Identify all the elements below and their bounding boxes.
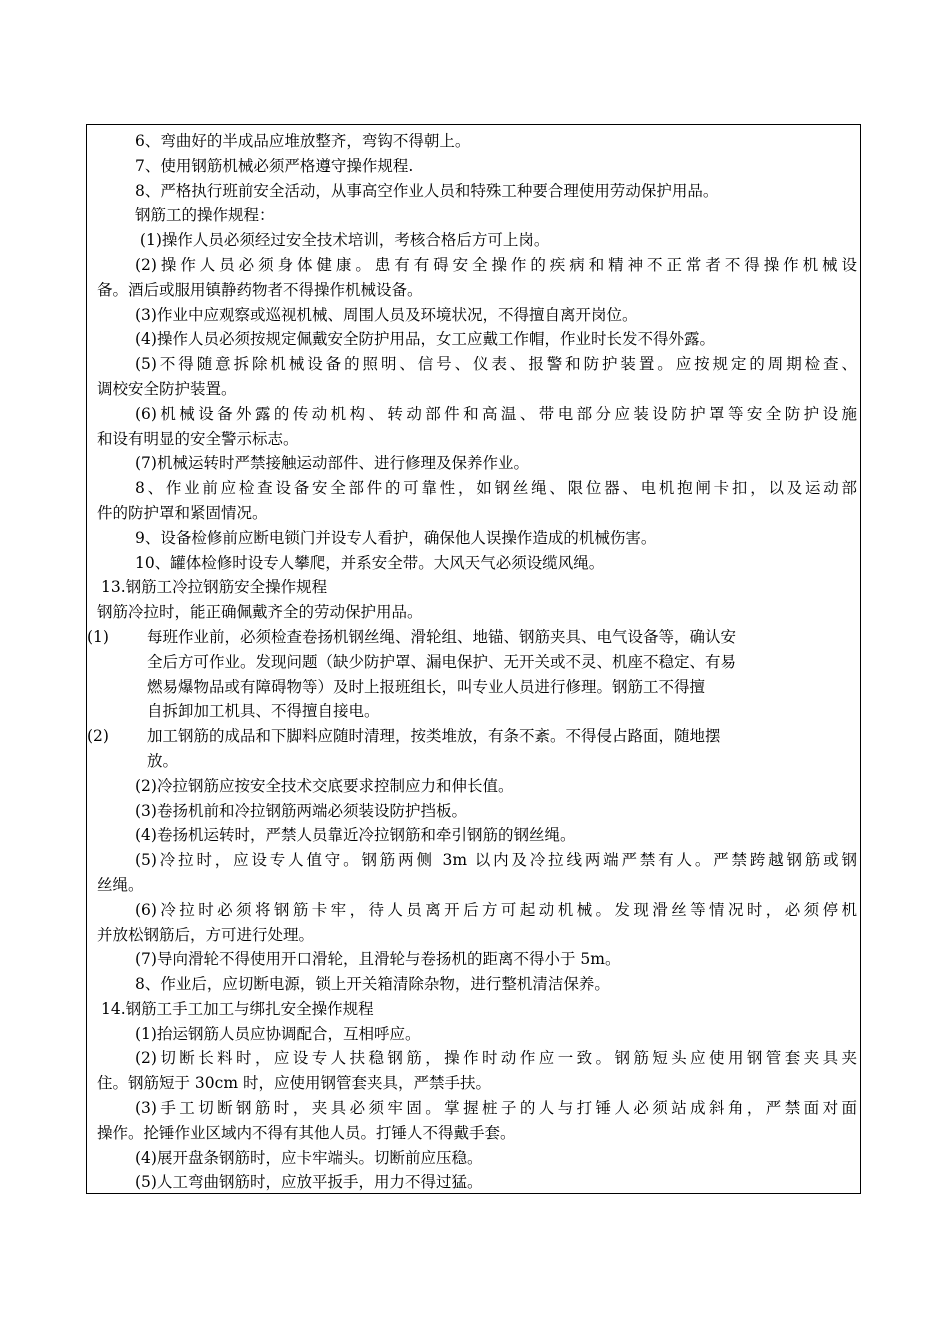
text-line: (6)冷拉时必须将钢筋卡牢，待人员离开后方可起动机械。发现滑丝等情况时，必须停机 bbox=[135, 900, 857, 919]
section-heading: 13.钢筋工冷拉钢筋安全操作规程 bbox=[101, 578, 328, 597]
text-line: 钢筋冷拉时，能正确佩戴齐全的劳动保护用品。 bbox=[97, 603, 423, 622]
list-item-text: 每班作业前，必须检查卷扬机钢丝绳、滑轮组、地锚、钢筋夹具、电气设备等，确认安 bbox=[147, 627, 737, 646]
text-line: (1)操作人员必须经过安全技术培训，考核合格后方可上岗。 bbox=[135, 231, 550, 250]
text-line: 住。钢筋短于 30cm 时，应使用钢管套夹具，严禁手扶。 bbox=[97, 1074, 491, 1093]
document-body bbox=[87, 129, 857, 1195]
list-item bbox=[87, 724, 857, 749]
text-line: (5)冷拉时，应设专人值守。钢筋两侧 3m 以内及冷拉线两端严禁有人。严禁跨越钢筋或钢 bbox=[135, 851, 857, 870]
list-item bbox=[87, 625, 857, 650]
text-line: 件的防护罩和紧固情况。 bbox=[97, 503, 268, 522]
text-line: 燃易爆物品或有障碍物等）及时上报班组长，叫专业人员进行修理。钢筋工不得擅 bbox=[147, 677, 706, 696]
text-line: 并放松钢筋后，方可进行处理。 bbox=[97, 925, 315, 944]
text-line: (4)展开盘条钢筋时，应卡牢端头。切断前应压稳。 bbox=[135, 1148, 483, 1167]
text-line: (5)人工弯曲钢筋时，应放平扳手，用力不得过猛。 bbox=[135, 1173, 483, 1192]
text-line: (4)卷扬机运转时，严禁人员靠近冷拉钢筋和牵引钢筋的钢丝绳。 bbox=[135, 826, 576, 845]
text-line: (1)抬运钢筋人员应协调配合，互相呼应。 bbox=[135, 1024, 421, 1043]
text-line: 自拆卸加工机具、不得擅自接电。 bbox=[147, 702, 380, 721]
text-line: 调校安全防护装置。 bbox=[97, 379, 237, 398]
text-line: 6、弯曲好的半成品应堆放整齐，弯钩不得朝上。 bbox=[135, 132, 471, 150]
list-marker: (1) bbox=[87, 627, 109, 646]
text-line: (5)不得随意拆除机械设备的照明、信号、仪表、报警和防护装置。应按规定的周期检查、 bbox=[135, 355, 857, 374]
text-line: (2)冷拉钢筋应按安全技术交底要求控制应力和伸长值。 bbox=[135, 776, 514, 795]
text-line: (7)机械运转时严禁接触运动部件、进行修理及保养作业。 bbox=[135, 454, 529, 473]
text-line: 9、设备检修前应断电锁门并设专人看护，确保他人误操作造成的机械伤害。 bbox=[135, 528, 657, 547]
text-line: 丝绳。 bbox=[97, 875, 144, 894]
text-line: 8、作业后，应切断电源，锁上开关箱清除杂物，进行整机清洁保养。 bbox=[135, 975, 610, 994]
text-line: (4)操作人员必须按规定佩戴安全防护用品，女工应戴工作帽，作业时长发不得外露。 bbox=[135, 330, 715, 349]
text-line: (3)卷扬机前和冷拉钢筋两端必须装设防护挡板。 bbox=[135, 801, 467, 820]
text-line: 8、作业前应检查设备安全部件的可靠性，如钢丝绳、限位器、电机抱闸卡扣，以及运动部 bbox=[135, 479, 857, 498]
text-line: (2)操作人员必须身体健康。患有有碍安全操作的疾病和精神不正常者不得操作机械设 bbox=[135, 255, 857, 274]
text-line: 8、严格执行班前安全活动，从事高空作业人员和特殊工种要合理使用劳动保护用品。 bbox=[135, 181, 719, 200]
text-line: 操作。抡锤作业区域内不得有其他人员。打锤人不得戴手套。 bbox=[97, 1123, 516, 1142]
text-line: (3)手工切断钢筋时，夹具必须牢固。掌握桩子的人与打锤人必须站成斜角，严禁面对面 bbox=[135, 1099, 857, 1118]
text-line: 放。 bbox=[147, 751, 179, 770]
list-item-text: 加工钢筋的成品和下脚料应随时清理，按类堆放，有条不紊。不得侵占路面，随地摆 bbox=[147, 727, 721, 746]
text-line: 全后方可作业。发现问题（缺少防护罩、漏电保护、无开关或不灵、机座不稳定、有易 bbox=[147, 652, 737, 671]
text-line: (3)作业中应观察或巡视机械、周围人员及环境状况，不得擅自离开岗位。 bbox=[135, 305, 638, 324]
list-marker: (2) bbox=[87, 727, 109, 746]
text-line: (6)机械设备外露的传动机构、转动部件和高温、带电部分应装设防护罩等安全防护设施 bbox=[135, 404, 857, 423]
document-frame bbox=[86, 124, 861, 1194]
text-line: 10、罐体检修时设专人攀爬，并系安全带。大风天气必须设缆风绳。 bbox=[135, 553, 605, 572]
text-line: (7)导向滑轮不得使用开口滑轮，且滑轮与卷扬机的距离不得小于 5m。 bbox=[135, 950, 621, 969]
text-line: 备。酒后或服用镇静药物者不得操作机械设备。 bbox=[97, 280, 423, 299]
text-line: (2)切断长料时，应设专人扶稳钢筋，操作时动作应一致。钢筋短头应使用钢管套夹具夹 bbox=[135, 1049, 857, 1068]
text-line: 7、使用钢筋机械必须严格遵守操作规程. bbox=[135, 156, 414, 175]
text-line: 和设有明显的安全警示标志。 bbox=[97, 429, 299, 448]
text-line: 钢筋工的操作规程： bbox=[135, 206, 275, 225]
section-heading: 14.钢筋工手工加工与绑扎安全操作规程 bbox=[101, 999, 374, 1018]
